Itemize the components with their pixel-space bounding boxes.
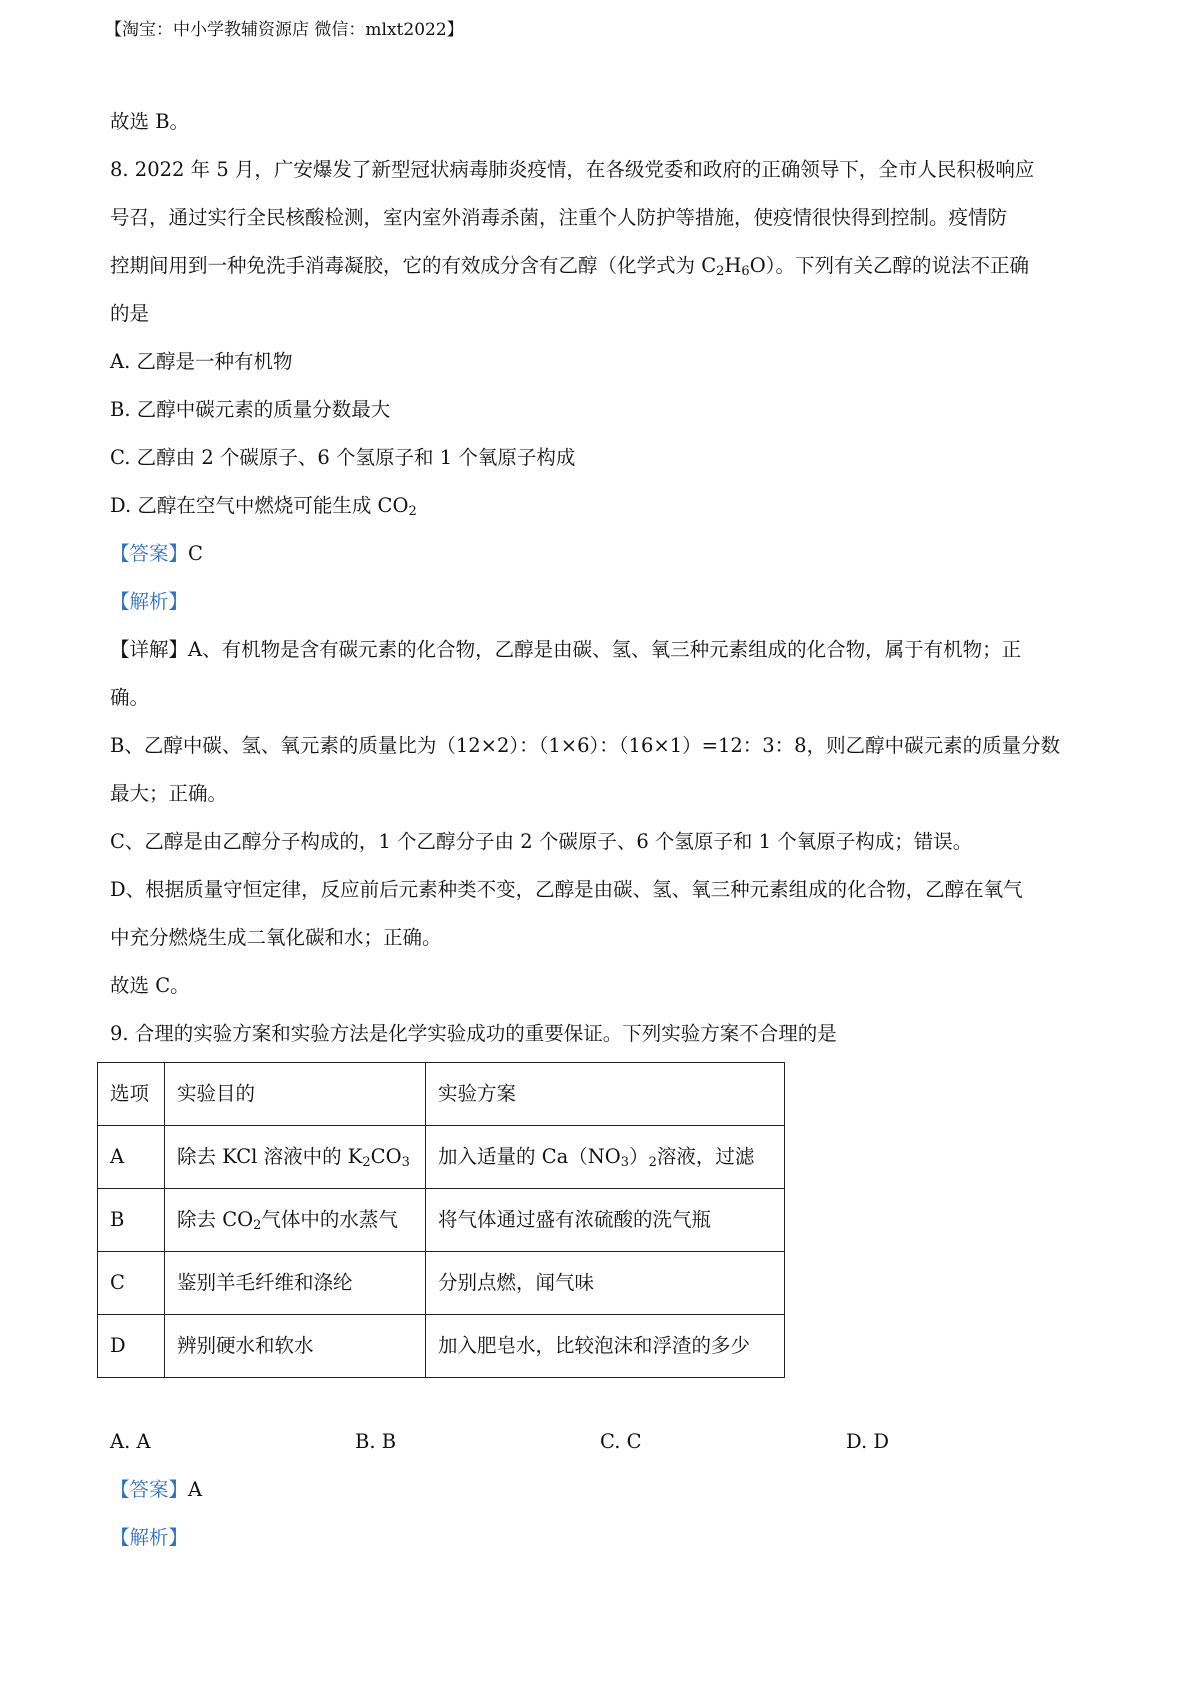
table-header-cell: 实验方案 <box>426 1063 785 1126</box>
answer-label: 【答案】 <box>110 542 189 565</box>
page-header: 【淘宝：中小学教辅资源店 微信：mlxt2022】 <box>105 20 464 40</box>
q8-detail-a-2: 确。 <box>110 686 150 709</box>
q8-stem-line-2: 号召，通过实行全民核酸检测，室内室外消毒杀菌，注重个人防护等措施，使疫情很快得到控制。疫情防 <box>110 206 1008 229</box>
table-header-row <box>98 1063 785 1126</box>
detail-label: 【详解】 <box>110 638 189 661</box>
choice-c: C. C <box>600 1430 642 1453</box>
q8-detail-d-1: D、根据质量守恒定律，反应前后元素种类不变，乙醇是由碳、氢、氧三种元素组成的化合物，乙醇在氧气 <box>110 878 1023 901</box>
table-cell-goal: 除去 KCl 溶液中的 $K_2CO_3$ <box>165 1126 426 1189</box>
choice-a: A. A <box>110 1430 151 1453</box>
experiment-table <box>97 1062 785 1378</box>
question-9 <box>110 1010 1110 1562</box>
table-row <box>98 1189 785 1252</box>
table-cell-option: A <box>98 1126 165 1189</box>
q8-conclusion: 故选 C。 <box>110 974 190 997</box>
table-cell-plan: 将气体通过盛有浓硫酸的洗气瓶 <box>426 1189 785 1252</box>
q9-stem: 9. 合理的实验方案和实验方法是化学实验成功的重要保证。下列实验方案不合理的是 <box>110 1022 837 1045</box>
table-cell-goal: 除去 $CO_2$气体中的水蒸气 <box>165 1189 426 1252</box>
q8-detail-b-1: B、乙醇中碳、氢、氧元素的质量比为（12×2）：（1×6）：（16×1）=12：3：8，则乙醇中碳元素的质量分数 <box>110 734 1061 757</box>
table-cell-option: C <box>98 1252 165 1315</box>
question-8 <box>110 146 1110 1010</box>
table-cell-option: D <box>98 1315 165 1378</box>
table-cell-goal: 鉴别羊毛纤维和涤纶 <box>165 1252 426 1315</box>
q8-detail-a-1: 【详解】A、有机物是含有碳元素的化合物，乙醇是由碳、氢、氧三种元素组成的化合物，属于有机物；正 <box>110 638 1022 661</box>
q8-analysis-label: 【解析】 <box>110 590 189 613</box>
table-row <box>98 1126 785 1189</box>
table-cell-plan: 分别点燃，闻气味 <box>426 1252 785 1315</box>
q8-answer <box>110 530 1110 578</box>
answer-value: A <box>188 1478 203 1501</box>
q8-detail-d-2: 中充分燃烧生成二氧化碳和水；正确。 <box>110 926 442 949</box>
choice-d: D. D <box>846 1430 889 1453</box>
table-header-cell: 实验目的 <box>165 1063 426 1126</box>
q9-choices <box>110 1418 1110 1466</box>
document-body <box>110 98 1110 1562</box>
q8-stem-line-4: 的是 <box>110 302 150 325</box>
table-cell-goal: 辨别硬水和软水 <box>165 1315 426 1378</box>
table-row <box>98 1252 785 1315</box>
q8-option-a: A. 乙醇是一种有机物 <box>110 350 293 373</box>
table-row <box>98 1315 785 1378</box>
answer-value: C <box>188 542 203 565</box>
q8-stem-line-1: 8. 2022 年 5 月，广安爆发了新型冠状病毒肺炎疫情，在各级党委和政府的正确领导下，全市人民积极响应 <box>110 158 1035 181</box>
q9-answer <box>110 1466 1110 1514</box>
prev-conclusion: 故选 B。 <box>110 110 190 133</box>
q8-option-d: D. 乙醇在空气中燃烧可能生成 $CO_2$ <box>110 494 417 519</box>
table-cell-plan: 加入适量的 $Ca(NO_3)_2$溶液，过滤 <box>426 1126 785 1189</box>
table-cell-plan: 加入肥皂水，比较泡沫和浮渣的多少 <box>426 1315 785 1378</box>
q9-analysis-label: 【解析】 <box>110 1526 189 1549</box>
table-header-cell: 选项 <box>98 1063 165 1126</box>
q8-stem-line-3: 控期间用到一种免洗手消毒凝胶，它的有效成分含有乙醇（化学式为 $C_2H_6O$）。下列有关乙醇的说法不正确 <box>110 254 1029 279</box>
table-cell-option: B <box>98 1189 165 1252</box>
q8-detail-c: C、乙醇是由乙醇分子构成的，1 个乙醇分子由 2 个碳原子、6 个氢原子和 1 个氧原子构成；错误。 <box>110 830 973 853</box>
q8-option-c: C. 乙醇由 2 个碳原子、6 个氢原子和 1 个氧原子构成 <box>110 446 576 469</box>
q8-option-b: B. 乙醇中碳元素的质量分数最大 <box>110 398 391 421</box>
choice-b: B. B <box>355 1430 397 1453</box>
answer-label: 【答案】 <box>110 1478 189 1501</box>
q8-detail-b-2: 最大；正确。 <box>110 782 228 805</box>
